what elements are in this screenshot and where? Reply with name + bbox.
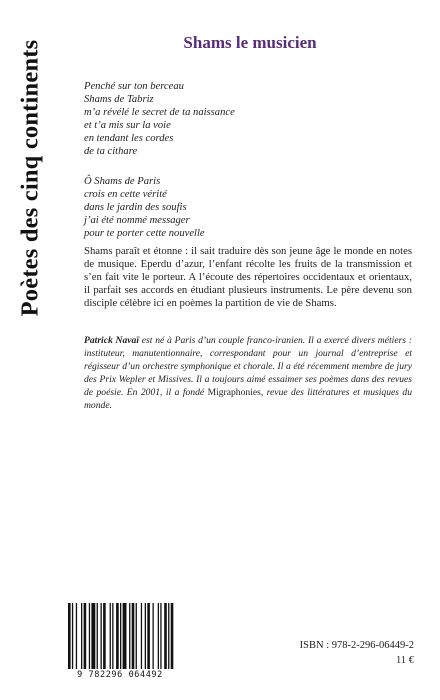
poem-line: Penché sur ton berceau (84, 81, 184, 92)
barcode (64, 603, 176, 683)
author-bio (84, 335, 412, 412)
journal-name: Migraphonies (207, 386, 261, 398)
book-title: Shams le musicien (183, 33, 317, 52)
poem-line: de ta cithare (84, 146, 138, 158)
collection-name: Poètes des cinq continents (16, 39, 44, 317)
bio-text: est né à Paris d’un couple franco-iranien. Il a exercé divers métiers : instituteur, manutentionnaire, correspondant pour un journal d’entreprise et régisseur d’un orchestre symphonique et chorale. Il a été récemment membre de jury des Prix Wepler et Missives. Il a toujours aimé essaimer ses poèmes dans des revues de poésie. En 2001, il a fondé (84, 335, 413, 398)
poem-line: en tendant les cordes (84, 133, 174, 145)
spine-collection-title (8, 39, 52, 317)
poem-stanza-1 (84, 80, 235, 159)
barcode-digits: 9 782296 064492 (77, 670, 163, 680)
poem-stanza-2 (84, 175, 205, 240)
poem-line: Shams de Tabriz (84, 94, 154, 106)
poem-line: pour te porter cette nouvelle (84, 228, 205, 240)
poem-line: crois en cette vérité (84, 189, 167, 201)
book-summary: Shams paraît et étonne : il sait traduire dès son jeune âge le monde en notes de musique. Eperdu d’azur, l’enfant récolte les fruits de la transmission et s’en fait vite le porteur. A l’écoute des répertoires occidentaux et orientaux, il parfait ses accords en étudiant plusieurs instruments. Le père devenu son disciple célèbre ici en poèmes la partition de vie de Shams. (84, 245, 412, 310)
bio-tail: , revue des littératures et musiques du monde. (84, 386, 412, 411)
poem-line: et t’a mis sur la voie (84, 120, 171, 132)
barcode-icon (64, 603, 176, 669)
price: 11 € (396, 655, 414, 666)
poem-line: Ô Shams de Paris (84, 176, 161, 187)
poem-line: j’ai été nommé messager (84, 215, 190, 227)
isbn: ISBN : 978-2-296-06449-2 (299, 640, 414, 651)
poem-line: dans le jardin des soufis (84, 202, 187, 214)
poem-line: m’a révélé le secret de ta naissance (84, 107, 235, 119)
author-name: Patrick Navaï (84, 335, 139, 346)
